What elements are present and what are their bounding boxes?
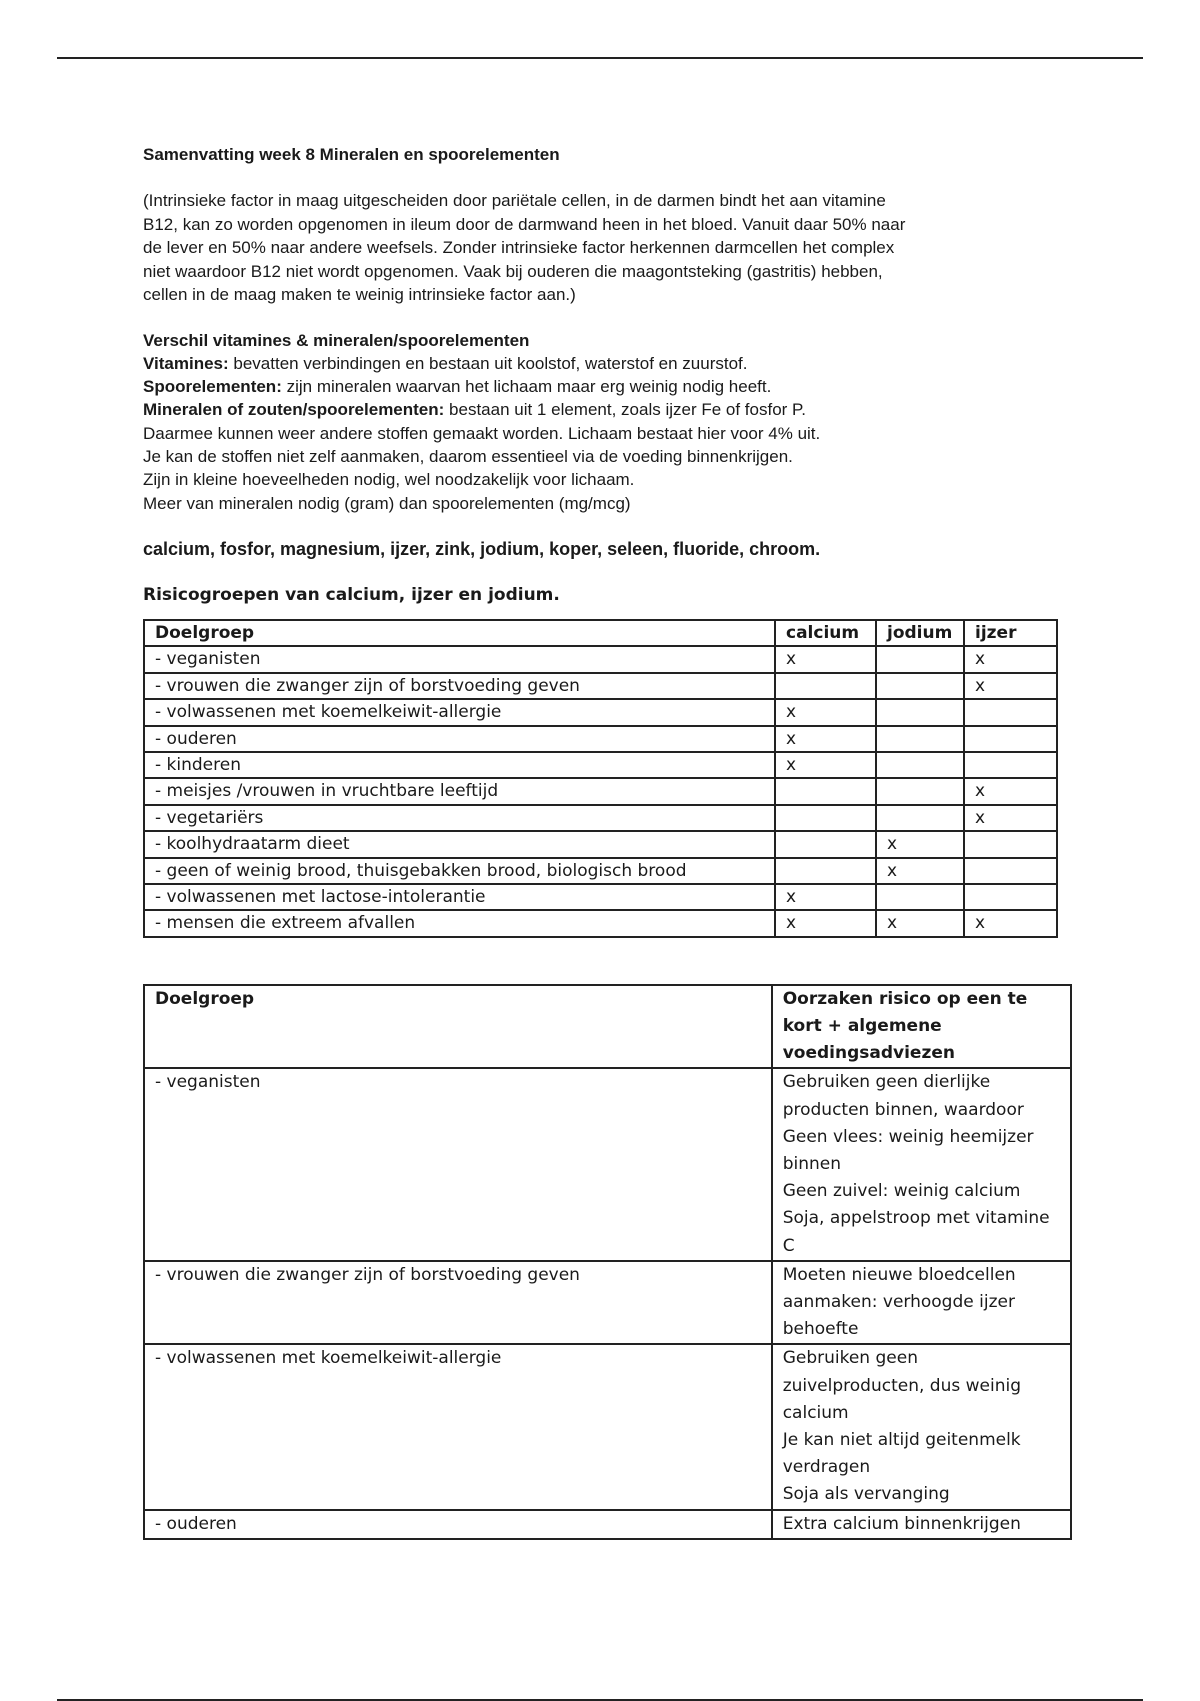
mark-cell: x (876, 910, 964, 936)
intro-paragraph (143, 189, 1063, 307)
minerals-text: bestaan uit 1 element, zoals ijzer Fe of fosfor P. (444, 400, 806, 420)
table-row (144, 831, 1057, 857)
minerals-label: Mineralen of zouten/spoorelementen: (143, 400, 445, 420)
difference-heading: Verschil vitamines & mineralen/spoorelementen (143, 330, 530, 350)
group-cell: - volwassenen met koemelkeiwit-allergie (144, 699, 775, 725)
mark-cell: x (775, 699, 876, 725)
mark-cell (964, 858, 1057, 884)
table-row (144, 673, 1057, 699)
advice-line: Gebruiken geen zuivelproducten, dus weinig calcium (782, 1348, 1021, 1423)
table-row (144, 910, 1057, 936)
header-jodium: jodium (876, 620, 964, 646)
group-cell: - veganisten (144, 646, 775, 672)
intro-line: cellen in de maag maken te weinig intrinsieke factor aan.) (143, 285, 576, 304)
table-row (144, 884, 1057, 910)
risk-groups-table (143, 619, 1058, 938)
header-doelgroep: Doelgroep (144, 620, 775, 646)
difference-line: Zijn in kleine hoeveelheden nodig, wel noodzakelijk voor lichaam. (143, 470, 635, 490)
intro-line: niet waardoor B12 niet wordt opgenomen. Vaak bij ouderen die maagontsteking (gastritis) hebben, (143, 261, 883, 281)
mark-cell: x (964, 646, 1057, 672)
mineral-list: calcium, fosfor, magnesium, ijzer, zink, jodium, koper, seleen, fluoride, chroom. (143, 538, 821, 559)
table-row (144, 726, 1057, 752)
group-cell: - volwassenen met koemelkeiwit-allergie (144, 1344, 772, 1509)
header-oorzaken: Oorzaken risico op een te kort + algemene voedingsadviezen (772, 985, 1071, 1069)
mark-cell (876, 884, 964, 910)
table-row (144, 805, 1057, 831)
header-ijzer: ijzer (964, 620, 1057, 646)
table-row (144, 858, 1057, 884)
table-row (144, 778, 1057, 804)
header-calcium: calcium (775, 620, 876, 646)
mark-cell (964, 884, 1057, 910)
difference-line: Je kan de stoffen niet zelf aanmaken, daarom essentieel via de voeding binnenkrijgen. (143, 446, 793, 466)
group-cell: - vegetariërs (144, 805, 775, 831)
mark-cell: x (876, 858, 964, 884)
minerals-definition (143, 398, 1063, 421)
mark-cell (775, 778, 876, 804)
trace-label: Spoorelementen: (143, 377, 282, 397)
group-cell: - ouderen (144, 726, 775, 752)
table-row (144, 1068, 1071, 1260)
difference-line: Daarmee kunnen weer andere stoffen gemaakt worden. Lichaam bestaat hier voor 4% uit. (143, 423, 821, 443)
vitamins-definition (143, 352, 1063, 375)
intro-line: B12, kan zo worden opgenomen in ileum door de darmwand heen in het bloed. Vanuit daar 50% naar (143, 214, 906, 234)
trace-text: zijn mineralen waarvan het lichaam maar erg weinig nodig heeft. (281, 377, 772, 397)
advice-cell (772, 1261, 1071, 1345)
group-cell: - veganisten (144, 1068, 772, 1260)
advice-cell (772, 1068, 1071, 1260)
advice-line: Extra calcium binnenkrijgen (782, 1513, 1021, 1534)
intro-line: (Intrinsieke factor in maag uitgescheiden door pariëtale cellen, in de darmen bindt het aan vitamine (143, 191, 886, 210)
mark-cell (964, 831, 1057, 857)
mark-cell: x (775, 752, 876, 778)
mark-cell (775, 858, 876, 884)
mark-cell (876, 646, 964, 672)
mark-cell: x (876, 831, 964, 857)
difference-line: Meer van mineralen nodig (gram) dan spoorelementen (mg/mcg) (143, 493, 631, 513)
trace-definition (143, 375, 1063, 398)
mark-cell (876, 699, 964, 725)
table-header-row (144, 620, 1057, 646)
mark-cell: x (775, 646, 876, 672)
mark-cell: x (775, 910, 876, 936)
advice-line: Soja als vervanging (782, 1484, 950, 1505)
advice-line: Moeten nieuwe bloedcellen aanmaken: verhoogde ijzer behoefte (782, 1264, 1016, 1340)
mark-cell (964, 699, 1057, 725)
table-row (144, 752, 1057, 778)
mark-cell (876, 726, 964, 752)
page-title: Samenvatting week 8 Mineralen en spoorelementen (143, 145, 560, 164)
mark-cell (876, 673, 964, 699)
mark-cell (775, 673, 876, 699)
advice-line: Geen zuivel: weinig calcium (782, 1181, 1021, 1202)
vitamins-label: Vitamines: (143, 353, 229, 373)
group-cell: - vrouwen die zwanger zijn of borstvoeding geven (144, 673, 775, 699)
table-row (144, 1510, 1071, 1539)
group-cell: - geen of weinig brood, thuisgebakken brood, biologisch brood (144, 858, 775, 884)
advice-line: Soja, appelstroop met vitamine C (782, 1208, 1050, 1256)
mark-cell: x (775, 726, 876, 752)
table-row (144, 1261, 1071, 1345)
mark-cell (775, 805, 876, 831)
mark-cell: x (964, 805, 1057, 831)
mark-cell (876, 778, 964, 804)
group-cell: - koolhydraatarm dieet (144, 831, 775, 857)
mark-cell (775, 831, 876, 857)
group-cell: - volwassenen met lactose-intolerantie (144, 884, 775, 910)
advice-line: Gebruiken geen dierlijke producten binnen, waardoor (782, 1072, 1024, 1120)
advice-line: Je kan niet altijd geitenmelk verdragen (782, 1430, 1021, 1478)
group-cell: - kinderen (144, 752, 775, 778)
mark-cell (876, 805, 964, 831)
group-cell: - ouderen (144, 1510, 772, 1539)
mark-cell: x (964, 778, 1057, 804)
table-row (144, 699, 1057, 725)
group-cell: - meisjes /vrouwen in vruchtbare leeftijd (144, 778, 775, 804)
top-rule (57, 57, 1143, 59)
risk-causes-table (143, 984, 1072, 1540)
mark-cell: x (964, 673, 1057, 699)
advice-line: Geen vlees: weinig heemijzer binnen (782, 1126, 1034, 1174)
intro-line: de lever en 50% naar andere weefsels. Zonder intrinsieke factor herkennen darmcellen het complex (143, 238, 895, 257)
table-row (144, 646, 1057, 672)
table-row (144, 1344, 1071, 1509)
advice-cell (772, 1344, 1071, 1509)
mark-cell: x (775, 884, 876, 910)
risk-groups-heading: Risicogroepen van calcium, ijzer en jodium. (143, 584, 560, 605)
group-cell: - mensen die extreem afvallen (144, 910, 775, 936)
document-page (143, 143, 1063, 1540)
mark-cell (964, 726, 1057, 752)
mark-cell (876, 752, 964, 778)
group-cell: - vrouwen die zwanger zijn of borstvoeding geven (144, 1261, 772, 1345)
header-doelgroep: Doelgroep (144, 985, 772, 1069)
difference-section (143, 329, 1063, 515)
mark-cell: x (964, 910, 1057, 936)
mark-cell (964, 752, 1057, 778)
advice-cell (772, 1510, 1071, 1539)
table-header-row (144, 985, 1071, 1069)
vitamins-text: bevatten verbindingen en bestaan uit koolstof, waterstof en zuurstof. (228, 353, 748, 373)
